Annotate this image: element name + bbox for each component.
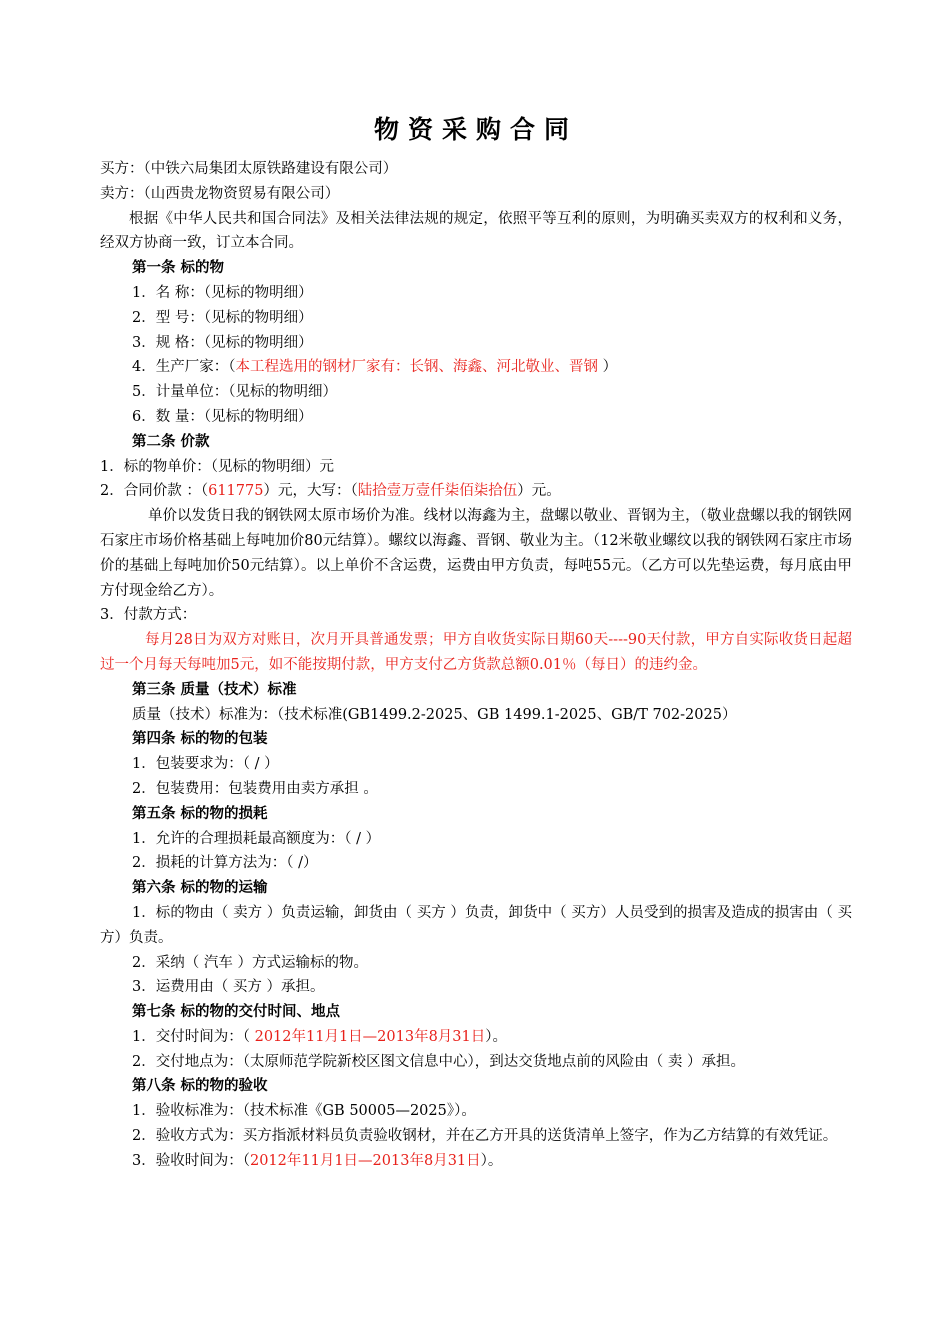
article-2-payment-terms: 每月28日为双方对账日，次月开具普通发票；甲方自收货实际日期60天----90天付款，甲方自实际收货日起超过一个月每天每吨加5元，如不能按期付款，甲方支付乙方货款总额0.01％（每日）的违约金。 bbox=[100, 632, 852, 673]
seller-line: 卖方：（山西贵龙物资贸易有限公司） bbox=[100, 185, 340, 202]
contract-title: 物资采购合同 bbox=[373, 115, 578, 144]
delivery-time-value: 2012年11月1日—2013年8月31日 bbox=[254, 1028, 486, 1045]
article-5-max-loss: 1．允许的合理损耗最高额度为：（ / ） bbox=[132, 830, 381, 847]
article-2-unit-price: 1．标的物单价：（见标的物明细）元 bbox=[100, 458, 334, 475]
manufacturer-value: 本工程选用的钢材厂家有：长钢、海鑫、河北敬业、晋钢 bbox=[235, 359, 598, 376]
article-3-standard: 质量（技术）标准为：（技术标准(GB1499.2-2025、GB 1499.1-2025、GB/T 702-2025） bbox=[132, 706, 737, 723]
article-2-heading: 第二条 价款 bbox=[132, 432, 210, 450]
article-8-standard: 1．验收标准为：（技术标准《GB 50005—2025》）。 bbox=[132, 1103, 476, 1120]
article-4-requirement: 1．包装要求为：（ / ） bbox=[132, 756, 279, 773]
article-6-heading: 第六条 标的物的运输 bbox=[132, 879, 268, 897]
article-7-place: 2．交付地点为：（太原师范学院新校区图文信息中心），到达交货地点前的风险由（ 卖 ）承担。 bbox=[132, 1053, 745, 1070]
article-1-spec: 3．规 格：（见标的物明细） bbox=[132, 334, 313, 351]
article-6-mode: 2．采纳（ 汽车 ）方式运输标的物。 bbox=[132, 954, 368, 971]
total-amount: 611775 bbox=[208, 483, 264, 500]
preamble-paragraph: 根据《中华人民共和国合同法》及相关法律法规的规定，依照平等互利的原则，为明确买卖双方的权利和义务，经双方协商一致，订立本合同。 bbox=[100, 210, 852, 252]
article-6-responsibility: 1．标的物由（ 卖方 ）负责运输，卸货由（ 买方 ）负责，卸货中（ 买方）人员受到的损害及造成的损害由（ 买方）负责。 bbox=[100, 904, 852, 946]
article-6-fee: 3．运费用由（ 买方 ）承担。 bbox=[132, 979, 325, 996]
total-mid: ）元，大写：（ bbox=[263, 483, 358, 500]
article-8-time bbox=[100, 1149, 852, 1174]
delivery-time-prefix: 1．交付时间为：（ bbox=[132, 1028, 255, 1045]
article-5-heading: 第五条 标的物的损耗 bbox=[132, 804, 268, 822]
total-prefix: 2．合同价款 ：（ bbox=[100, 483, 209, 500]
manufacturer-suffix: ） bbox=[597, 359, 618, 376]
article-1-manufacturer bbox=[100, 355, 852, 380]
article-2-payment-label: 3．付款方式： bbox=[100, 607, 197, 624]
acceptance-time-value: 2012年11月1日—2013年8月31日 bbox=[249, 1152, 481, 1169]
article-1-model: 2．型 号：（见标的物明细） bbox=[132, 309, 313, 326]
article-1-heading: 第一条 标的物 bbox=[132, 259, 225, 277]
acceptance-time-prefix: 3．验收时间为：（ bbox=[132, 1152, 250, 1169]
article-8-method: 2．验收方式为：买方指派材料员负责验收钢材，并在乙方开具的送货清单上签字，作为乙方结算的有效凭证。 bbox=[132, 1128, 838, 1145]
article-4-heading: 第四条 标的物的包装 bbox=[132, 730, 268, 748]
contract-page bbox=[100, 112, 852, 1174]
acceptance-time-suffix: ）。 bbox=[480, 1152, 503, 1169]
article-2-total-price bbox=[100, 479, 852, 504]
article-1-name: 1．名 称：（见标的物明细） bbox=[132, 284, 313, 301]
article-4-fee: 2．包装费用：包装费用由卖方承担 。 bbox=[132, 780, 378, 797]
article-5-calc-method: 2．损耗的计算方法为：（ /） bbox=[132, 855, 318, 872]
manufacturer-prefix: 4．生产厂家：（ bbox=[132, 359, 236, 376]
article-1-unit: 5．计量单位：（见标的物明细） bbox=[132, 384, 337, 401]
total-suffix: ）元。 bbox=[517, 483, 561, 500]
article-1-quantity: 6．数 量：（见标的物明细） bbox=[132, 408, 313, 425]
article-7-time bbox=[100, 1025, 852, 1050]
article-3-heading: 第三条 质量（技术）标准 bbox=[132, 680, 297, 698]
article-8-heading: 第八条 标的物的验收 bbox=[132, 1077, 268, 1095]
total-amount-words: 陆拾壹万壹仟柒佰柒拾伍 bbox=[357, 483, 518, 500]
article-2-pricing: 单价以发货日我的钢铁网太原市场价为准。线材以海鑫为主，盘螺以敬业、晋钢为主，（敬业盘螺以我的钢铁网石家庄市场价格基础上每吨加价80元结算）。螺纹以海鑫、晋钢、敬业为主。（12米敬业螺纹以我的钢铁网石家庄市场价的基础上每吨加价50元结算）。以上单价不含运费，运费由甲方负责，每吨55元。（乙方可以先垫运费，每月底由甲方付现金给乙方）。 bbox=[100, 508, 852, 599]
delivery-time-suffix: ）。 bbox=[485, 1028, 507, 1045]
buyer-line: 买方：（中铁六局集团太原铁路建设有限公司） bbox=[100, 161, 398, 177]
article-7-heading: 第七条 标的物的交付时间、地点 bbox=[132, 1003, 341, 1021]
